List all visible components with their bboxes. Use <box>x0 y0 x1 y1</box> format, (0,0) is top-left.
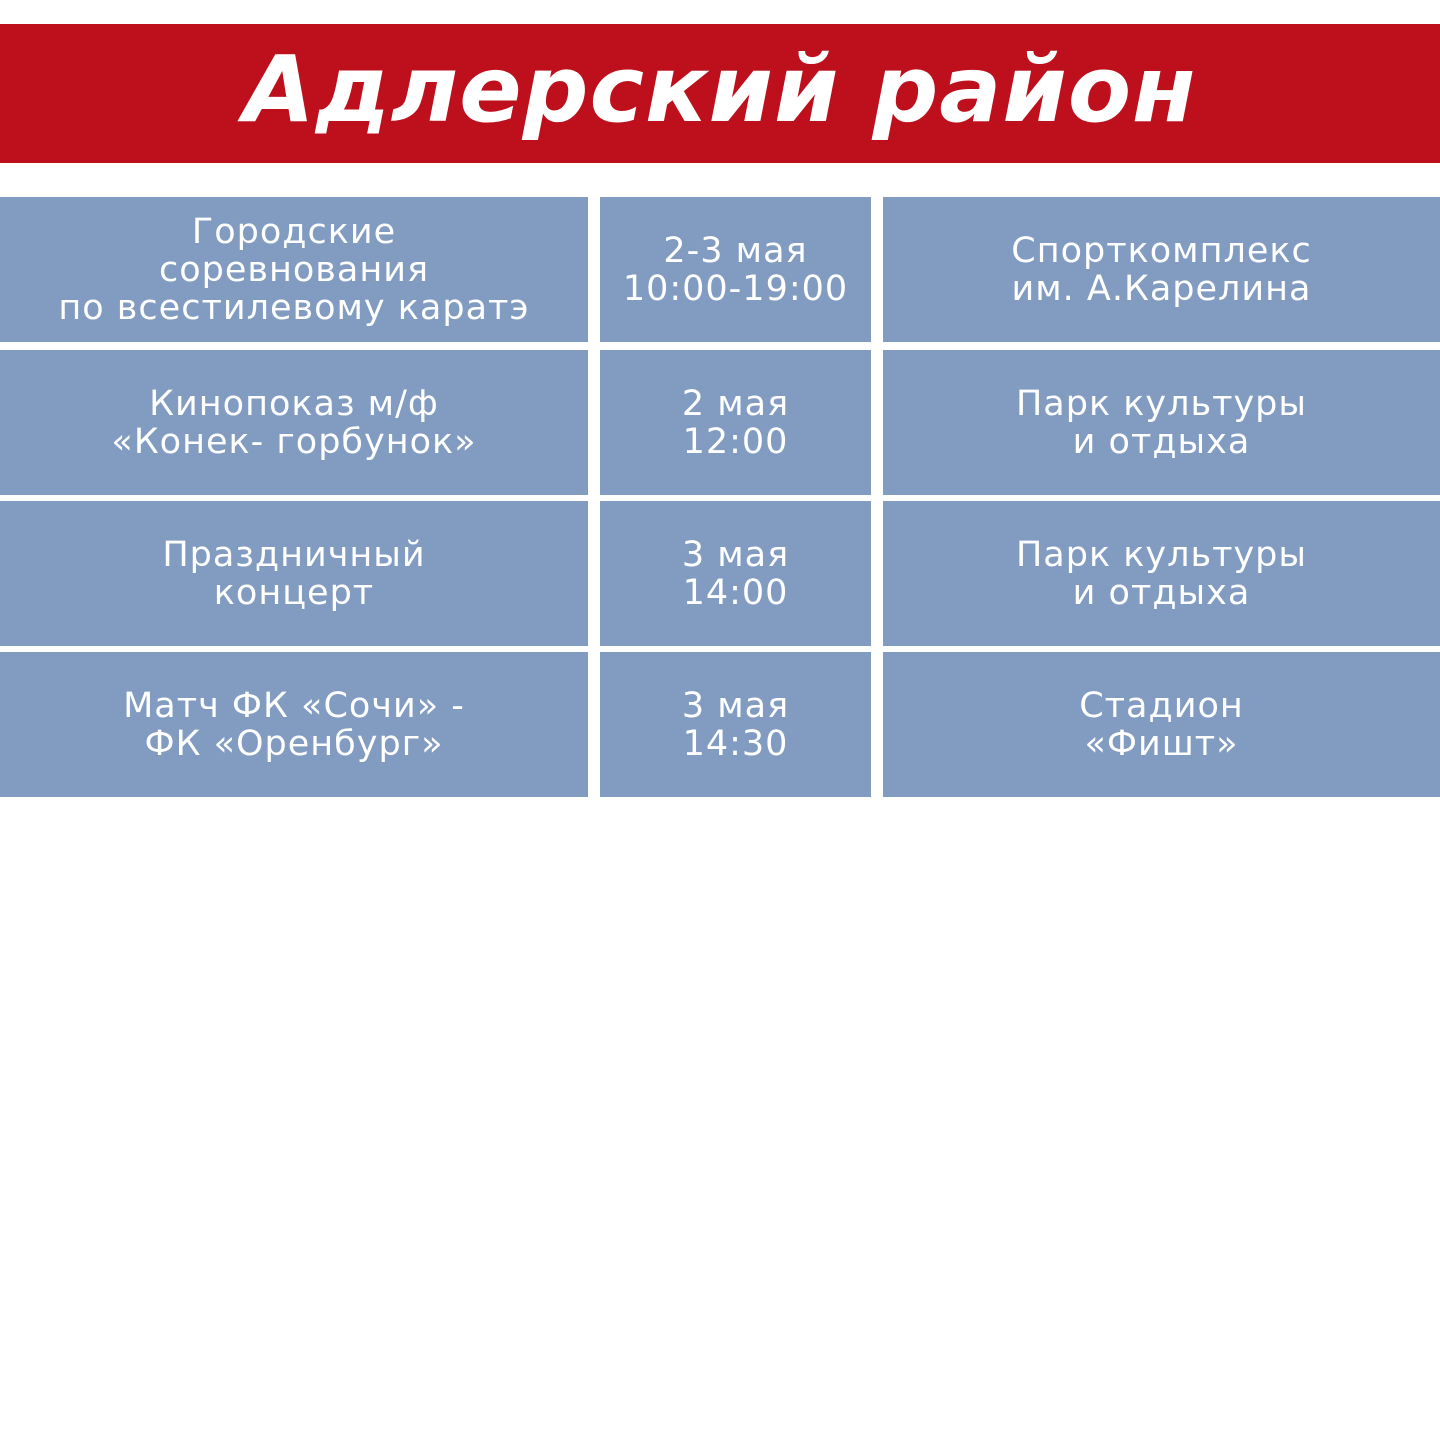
district-title: Адлерский район <box>243 35 1197 143</box>
event-date-cell: 3 мая 14:00 <box>600 501 871 646</box>
event-name-cell: Матч ФК «Сочи» - ФК «Оренбург» <box>0 652 588 797</box>
event-name-cell: Кинопоказ м/ф «Конек- горбунок» <box>0 350 588 495</box>
event-venue-cell: Парк культуры и отдыха <box>883 350 1440 495</box>
table-row <box>0 197 1440 342</box>
event-venue-cell: Стадион «Фишт» <box>883 652 1440 797</box>
table-row <box>0 350 1440 495</box>
event-name-cell: Городские соревнования по всестилевому каратэ <box>0 197 588 342</box>
table-row <box>0 652 1440 797</box>
event-date-cell: 2 мая 12:00 <box>600 350 871 495</box>
event-venue-cell: Парк культуры и отдыха <box>883 501 1440 646</box>
event-date-cell: 2-3 мая 10:00-19:00 <box>600 197 871 342</box>
event-venue-cell: Спорткомплекс им. А.Карелина <box>883 197 1440 342</box>
district-header-banner <box>0 24 1440 163</box>
table-row <box>0 501 1440 646</box>
event-name-cell: Праздничный концерт <box>0 501 588 646</box>
event-date-cell: 3 мая 14:30 <box>600 652 871 797</box>
